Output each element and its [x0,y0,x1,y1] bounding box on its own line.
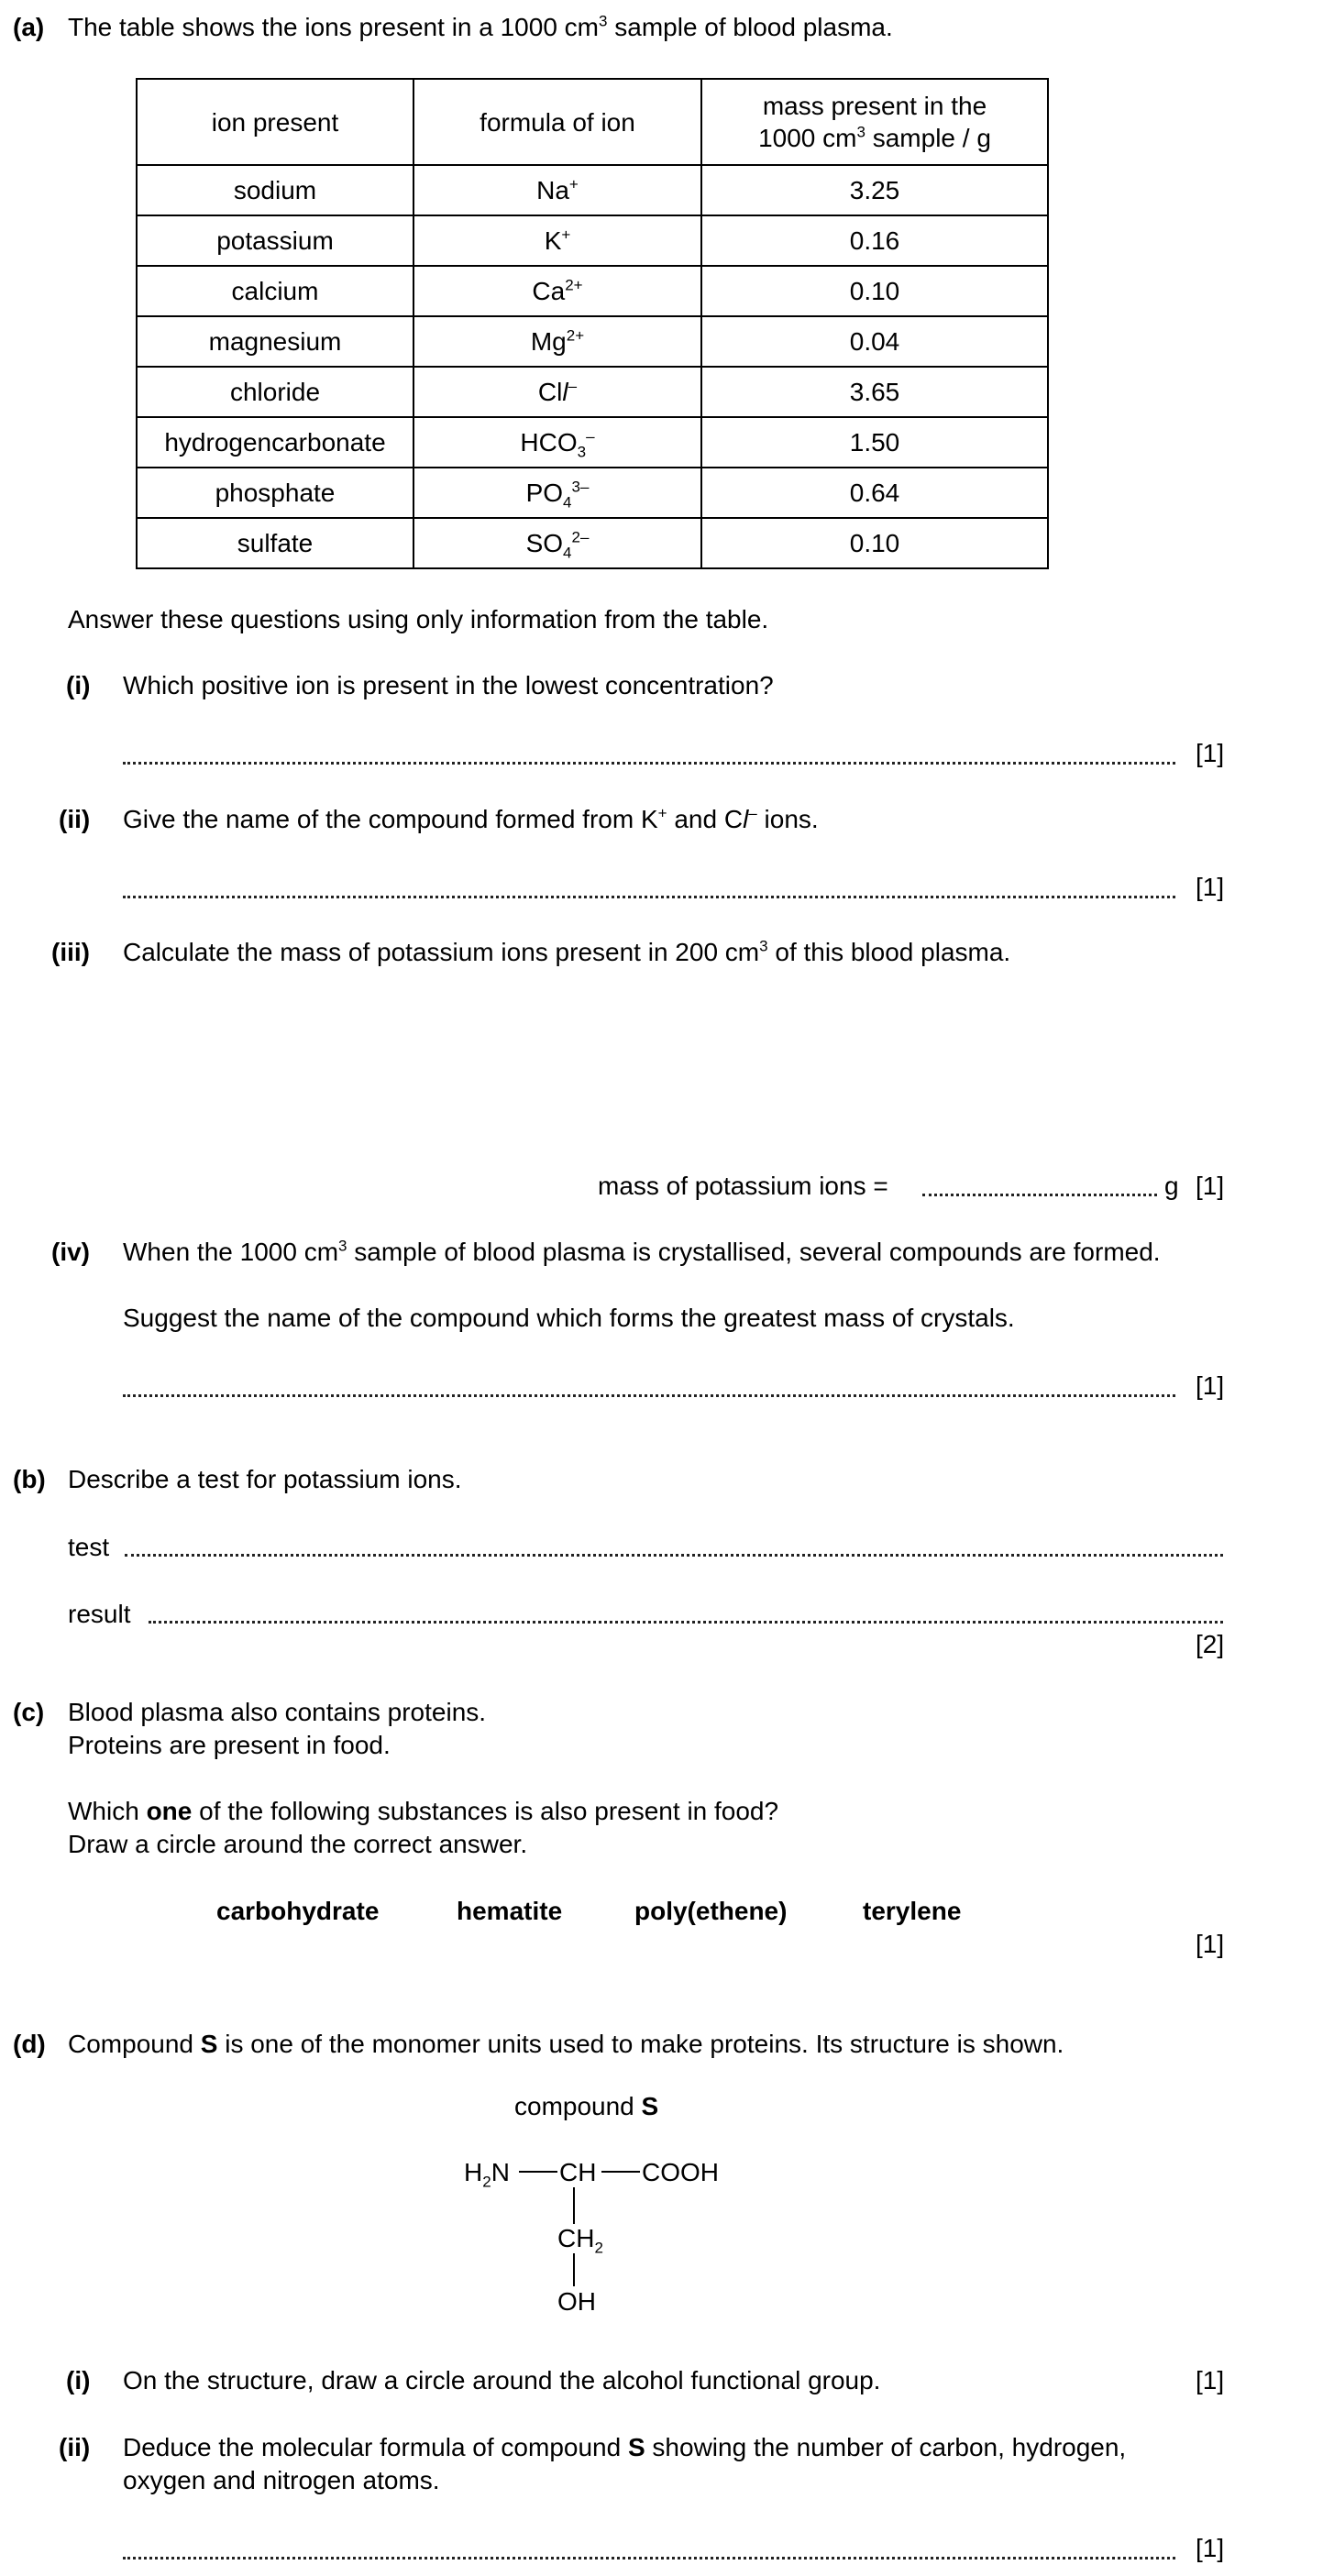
part-b-label: (b) [13,1465,46,1493]
answer-line-a-ii[interactable] [123,896,1175,898]
ion-name: sulfate [137,518,413,568]
table-row [137,215,1048,266]
part-a-label: (a) [13,13,45,41]
bond-n-ch [519,2171,557,2173]
part-c-line4: Draw a circle around the correct answer. [68,1830,528,1858]
header-formula: formula of ion [413,79,701,165]
part-c-label: (c) [13,1698,45,1726]
question-a-iv-label: (iv) [51,1238,90,1266]
question-a-ii-label: (ii) [59,805,91,833]
answer-line-a-iv[interactable] [123,1394,1175,1397]
marks-d-ii: [1] [1196,2534,1225,2562]
ion-mass: 1.50 [701,417,1048,468]
table-row [137,417,1048,468]
structure-ch2: $CH_2$ [557,2224,603,2257]
table-row [137,316,1048,367]
ion-name: magnesium [137,316,413,367]
result-label: result [68,1600,131,1628]
ion-formula: $HCO_3^-$ [413,417,701,468]
option-hematite[interactable]: hematite [457,1897,563,1925]
marks-a-iv: [1] [1196,1371,1225,1400]
table-row [137,266,1048,316]
ion-mass: 0.16 [701,215,1048,266]
question-d-ii-text: Deduce the molecular formula of compound S showing the number of carbon, hydrogen, [123,2433,1127,2461]
table-header-row [137,79,1048,165]
ion-mass: 0.10 [701,518,1048,568]
question-a-i-text: Which positive ion is present in the lowest concentration? [123,671,774,699]
part-a-intro: The table shows the ions present in a 1000 $cm^3$ sample of blood plasma. [68,12,893,41]
header-mass: mass present in the 1000 $cm^3$ sample / g [701,79,1048,165]
ion-mass: 3.25 [701,165,1048,215]
ion-name: calcium [137,266,413,316]
answer-line-d-ii[interactable] [123,2557,1175,2559]
option-polyethene[interactable]: poly(ethene) [634,1897,788,1925]
ion-formula: $Ca^{2+}$ [413,266,701,316]
marks-a-iii: [1] [1196,1172,1225,1200]
part-c-line3: Which one of the following substances is also present in food? [68,1797,779,1825]
ion-mass: 0.10 [701,266,1048,316]
ion-name: chloride [137,367,413,417]
test-label: test [68,1533,110,1561]
structure-cooh: COOH [642,2158,719,2186]
part-d-label: (d) [13,2030,46,2058]
question-d-i-label: (i) [66,2366,91,2394]
marks-a-i: [1] [1196,739,1225,767]
marks-d-i: [1] [1196,2366,1225,2394]
marks-a-ii: [1] [1196,873,1225,901]
answer-line-test[interactable] [125,1554,1223,1557]
ion-formula: Cll– [413,367,701,417]
mass-answer-label: mass of potassium ions = [598,1172,888,1200]
ions-table [136,78,1049,569]
question-a-i-label: (i) [66,671,91,699]
table-row [137,165,1048,215]
ion-name: potassium [137,215,413,266]
bond-ch-cooh [601,2171,640,2173]
question-a-iv-text: When the 1000 $cm^3$ sample of blood plasma is crystallised, several compounds are formed. [123,1237,1161,1266]
marks-c: [1] [1196,1930,1225,1958]
question-a-iii-text: Calculate the mass of potassium ions present in 200 $cm^3$ of this blood plasma. [123,937,1011,966]
question-d-ii-label: (ii) [59,2433,91,2461]
structure-oh[interactable]: OH [557,2287,596,2316]
question-a-ii-text: Give the name of the compound formed from K+ and Cl– ions. [123,804,819,833]
part-c-line2: Proteins are present in food. [68,1731,391,1759]
structure-caption: compound S [514,2092,659,2120]
question-d-ii-text-2: oxygen and nitrogen atoms. [123,2466,440,2494]
ion-name: hydrogencarbonate [137,417,413,468]
mass-unit: g [1164,1172,1179,1200]
ion-formula: $PO_4^{3-}$ [413,468,701,518]
table-row [137,518,1048,568]
part-c-line1: Blood plasma also contains proteins. [68,1698,487,1726]
instruction-text: Answer these questions using only information from the table. [68,605,769,633]
structure-ch: CH [559,2158,597,2186]
ion-formula: $Mg^{2+}$ [413,316,701,367]
answer-line-result[interactable] [149,1621,1223,1624]
option-carbohydrate[interactable]: carbohydrate [216,1897,380,1925]
marks-b: [2] [1196,1630,1225,1658]
part-b-text: Describe a test for potassium ions. [68,1465,462,1493]
ion-name: phosphate [137,468,413,518]
bond-ch2-oh [573,2253,575,2286]
header-ion-present: ion present [137,79,413,165]
answer-line-a-i[interactable] [123,762,1175,765]
structure-h2n: $H_2N$ [464,2158,510,2191]
ion-formula: $SO_4^{2-}$ [413,518,701,568]
option-terylene[interactable]: terylene [863,1897,962,1925]
question-d-i-text: On the structure, draw a circle around the alcohol functional group. [123,2366,881,2394]
ion-name: sodium [137,165,413,215]
table-row [137,367,1048,417]
ion-formula: K+ [413,215,701,266]
table-row [137,468,1048,518]
part-d-text: Compound S is one of the monomer units used to make proteins. Its structure is shown. [68,2030,1064,2058]
ion-formula: Na+ [413,165,701,215]
ion-mass: 3.65 [701,367,1048,417]
ion-mass: 0.04 [701,316,1048,367]
ion-mass: 0.64 [701,468,1048,518]
bond-ch-ch2 [573,2187,575,2224]
question-a-iii-label: (iii) [51,938,90,966]
answer-line-a-iii[interactable] [922,1194,1157,1196]
question-a-iv-text-2: Suggest the name of the compound which forms the greatest mass of crystals. [123,1304,1015,1332]
